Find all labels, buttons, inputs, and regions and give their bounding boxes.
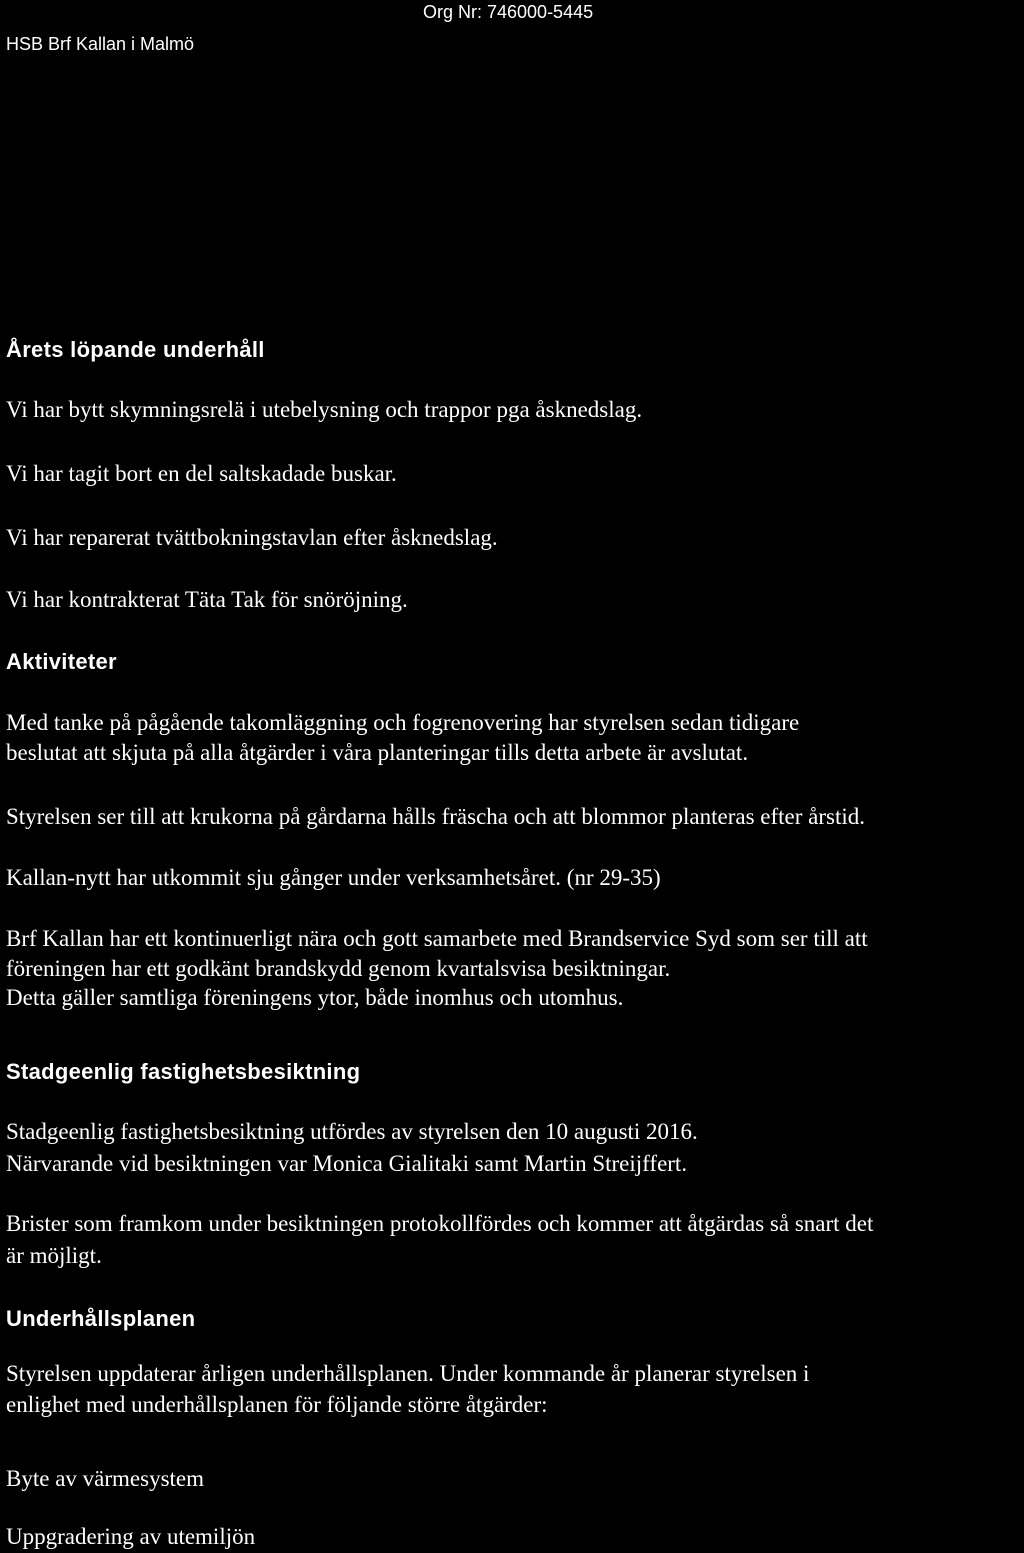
maintenance-item: Vi har tagit bort en del saltskadade buskar. bbox=[6, 461, 397, 486]
maintenance-item: Vi har kontrakterat Täta Tak för snöröjning. bbox=[6, 587, 408, 612]
inspection-paragraph-line: Stadgeenlig fastighetsbesiktning utfördes av styrelsen den 10 augusti 2016. bbox=[6, 1119, 698, 1144]
activities-paragraph-line: beslutat att skjuta på alla åtgärder i våra planteringar tills detta arbete är avslutat. bbox=[6, 740, 749, 765]
plan-paragraph-line: Styrelsen uppdaterar årligen underhållsplanen. Under kommande år planerar styrelsen i bbox=[6, 1361, 810, 1386]
section-heading-activities: Aktiviteter bbox=[6, 649, 117, 674]
activities-paragraph-line: Med tanke på pågående takomläggning och fogrenovering har styrelsen sedan tidigare bbox=[6, 710, 800, 735]
activities-paragraph-line: Detta gäller samtliga föreningens ytor, både inomhus och utomhus. bbox=[6, 985, 624, 1010]
association-name: HSB Brf Kallan i Malmö bbox=[6, 34, 195, 54]
maintenance-item: Vi har bytt skymningsrelä i utebelysning och trappor pga åsknedslag. bbox=[6, 397, 643, 422]
section-heading-inspection: Stadgeenlig fastighetsbesiktning bbox=[6, 1059, 361, 1084]
inspection-paragraph-line: Brister som framkom under besiktningen protokollfördes och kommer att åtgärdas så snart det bbox=[6, 1211, 874, 1236]
plan-paragraph-line: enlighet med underhållsplanen för följande större åtgärder: bbox=[6, 1392, 548, 1417]
maintenance-item: Vi har reparerat tvättbokningstavlan efter åsknedslag. bbox=[6, 525, 498, 550]
plan-item: Uppgradering av utemiljön bbox=[6, 1524, 256, 1549]
section-heading-maintenance: Årets löpande underhåll bbox=[6, 337, 265, 362]
inspection-paragraph-line: Närvarande vid besiktningen var Monica Gialitaki samt Martin Streijffert. bbox=[6, 1151, 688, 1176]
activities-paragraph-line: Brf Kallan har ett kontinuerligt nära och gott samarbete med Brandservice Syd som ser till att bbox=[6, 926, 868, 951]
activities-paragraph-line: föreningen har ett godkänt brandskydd genom kvartalsvisa besiktningar. bbox=[6, 956, 671, 981]
org-number: Org Nr: 746000-5445 bbox=[423, 2, 594, 22]
activities-paragraph: Kallan-nytt har utkommit sju gånger under verksamhetsåret. (nr 29-35) bbox=[6, 865, 661, 890]
inspection-paragraph-line: är möjligt. bbox=[6, 1243, 102, 1268]
activities-paragraph: Styrelsen ser till att krukorna på gårdarna hålls fräscha och att blommor planteras efter årstid. bbox=[6, 804, 865, 829]
plan-item: Byte av värmesystem bbox=[6, 1466, 205, 1491]
section-heading-plan: Underhållsplanen bbox=[6, 1306, 196, 1331]
